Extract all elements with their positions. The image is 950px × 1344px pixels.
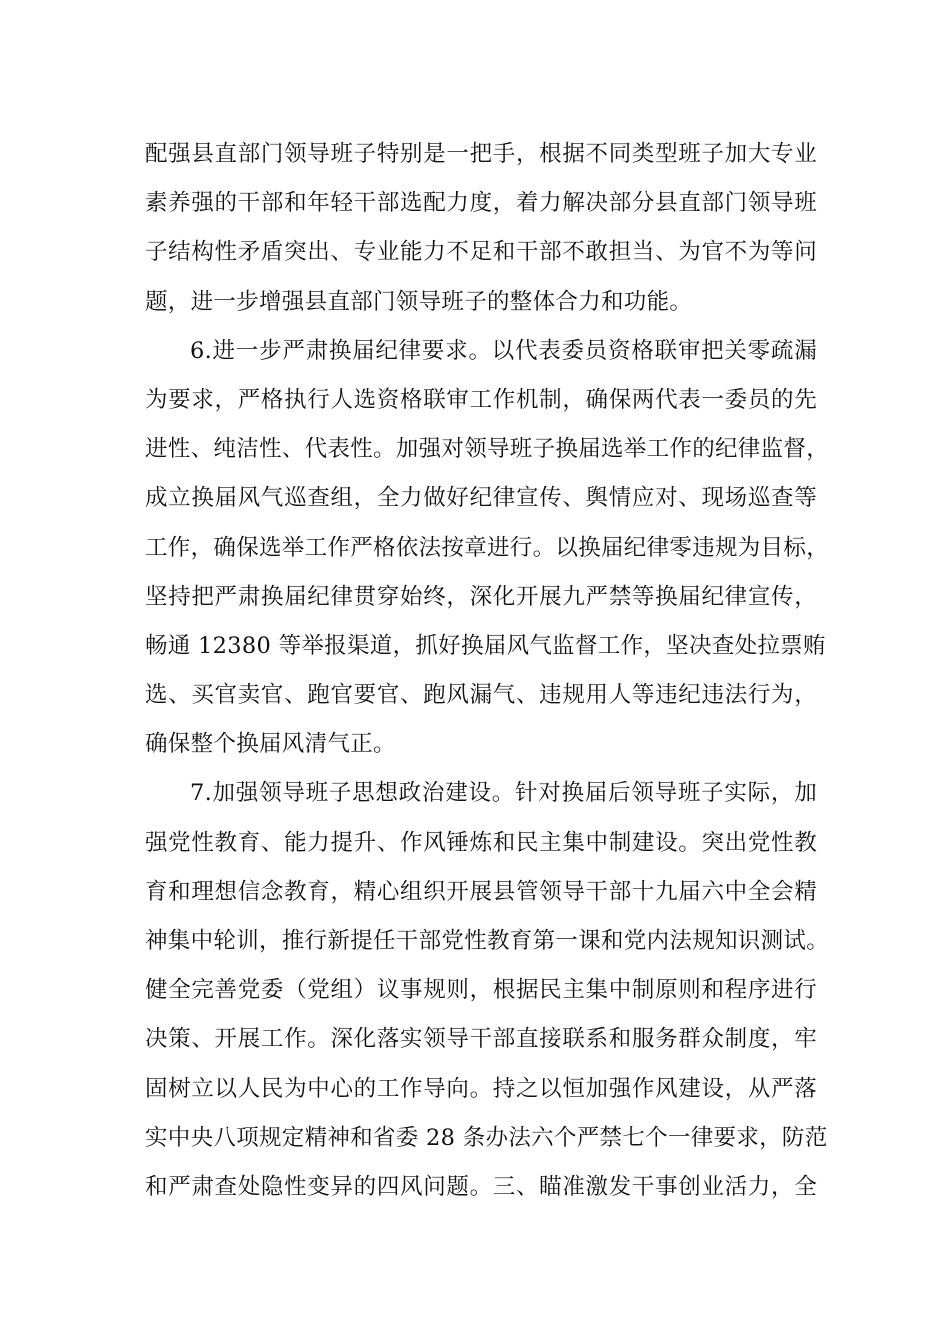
text-line: 进性、纯洁性、代表性。加强对领导班子换届选举工作的纪律监督， [145,436,830,463]
text-line: 素养强的干部和年轻干部选配力度，着力解决部分县直部门领导班 [145,190,817,217]
text-line: 实中央八项规定精神和省委 28 条办法六个严禁七个一律要求，防范 [145,1124,828,1151]
document-body [145,130,830,1212]
text-line: 决策、开展工作。深化落实领导干部直接联系和服务群众制度，牢 [145,1026,817,1053]
text-line: 子结构性矛盾突出、专业能力不足和干部不敢担当、为官不为等问 [145,239,817,266]
text-line: 题，进一步增强县直部门领导班子的整体合力和功能。 [145,288,693,315]
text-line: 育和理想信念教育，精心组织开展县管领导干部十九届六中全会精 [145,878,817,905]
text-line: 和严肃查处隐性变异的四风问题。三、瞄准激发干事创业活力，全 [145,1173,817,1200]
text-line: 配强县直部门领导班子特别是一把手，根据不同类型班子加大专业 [145,141,817,167]
text-line: 6.进一步严肃换届纪律要求。以代表委员资格联审把关零疏漏 [190,337,817,364]
text-line: 确保整个换届风清气正。 [145,731,396,758]
text-line: 固树立以人民为中心的工作导向。持之以恒加强作风建设，从严落 [145,1075,817,1102]
text-line: 坚持把严肃换届纪律贯穿始终，深化开展九严禁等换届纪律宣传， [145,583,817,610]
text-line: 成立换届风气巡查组，全力做好纪律宣传、舆情应对、现场巡查等 [145,485,817,512]
text-line: 为要求，严格执行人选资格联审工作机制，确保两代表一委员的先 [145,386,817,413]
text-line: 选、买官卖官、跑官要官、跑风漏气、违规用人等违纪违法行为， [145,682,817,709]
text-line: 健全完善党委（党组）议事规则，根据民主集中制原则和程序进行 [145,977,817,1004]
text-line: 强党性教育、能力提升、作风锤炼和民主集中制建设。突出党性教 [145,829,817,856]
text-line: 工作，确保选举工作严格依法按章进行。以换届纪律零违规为目标， [145,534,830,561]
text-line: 神集中轮训，推行新提任干部党性教育第一课和党内法规知识测试。 [145,928,830,954]
text-line: 畅通 12380 等举报渠道，抓好换届风气监督工作，坚决查处拉票贿 [145,632,826,659]
text-line: 7.加强领导班子思想政治建设。针对换届后领导班子实际，加 [190,780,817,807]
